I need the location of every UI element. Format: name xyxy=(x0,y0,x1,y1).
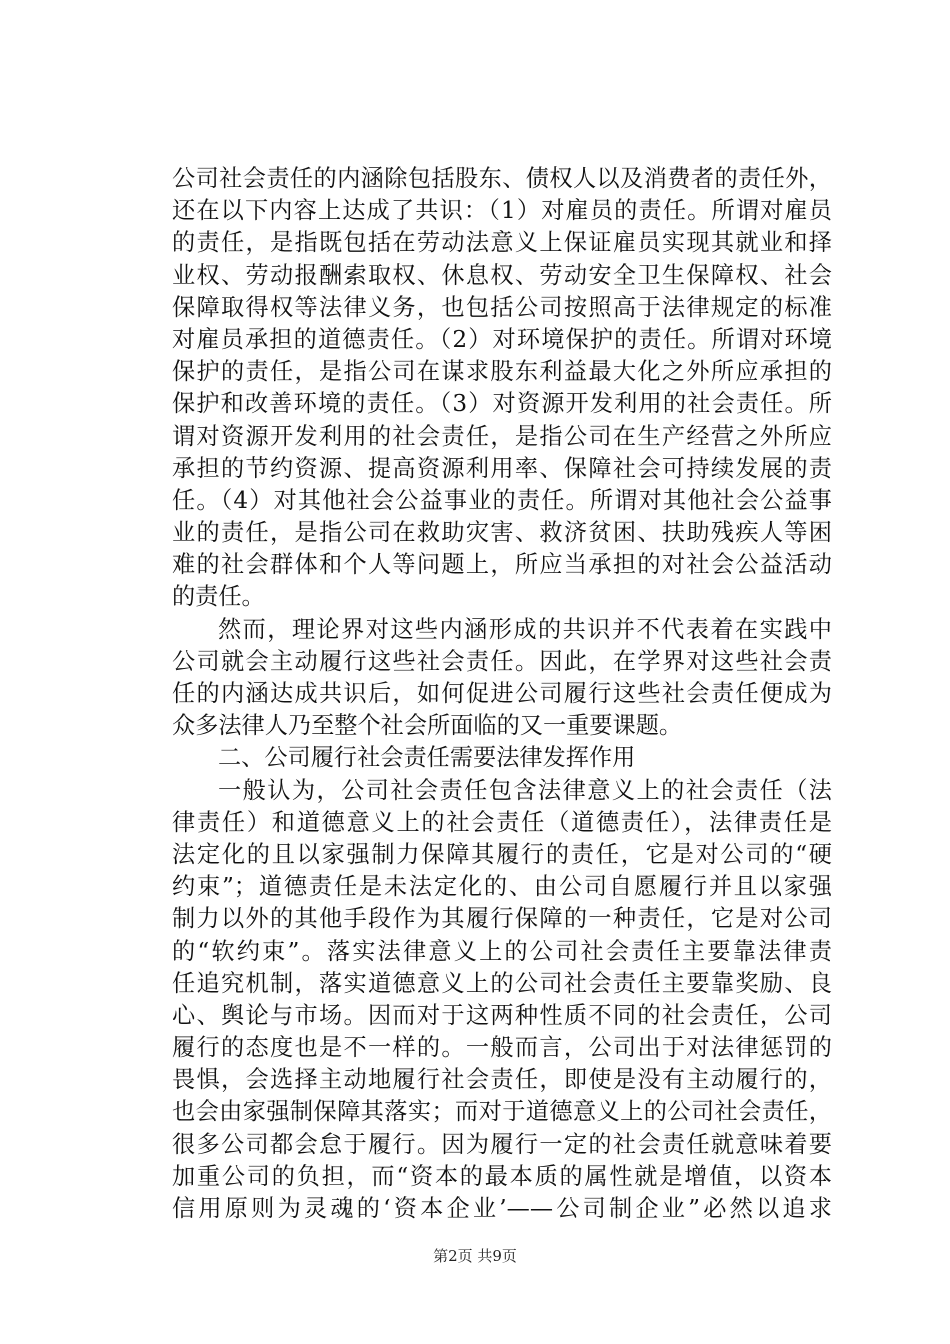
text-line: 公司就会主动履行这些社会责任。因此，在学界对这些社会责 xyxy=(172,647,832,675)
text-line: 保护和改善环境的责任。（3）对资源开发利用的社会责任。所 xyxy=(172,390,832,418)
text-line: 的责任，是指既包括在劳动法意义上保证雇员实现其就业和择 xyxy=(172,229,832,257)
text-line: 业的责任，是指公司在救助灾害、救济贫困、扶助残疾人等困 xyxy=(172,519,832,547)
text-line: 公司社会责任的内涵除包括股东、债权人以及消费者的责任外， xyxy=(172,165,832,192)
text-line: 履行的态度也是不一样的。一般而言，公司出于对法律惩罚的 xyxy=(172,1034,832,1062)
text-line: 法定化的且以家强制力保障其履行的责任，它是对公司的“硬 xyxy=(172,840,832,868)
text-line: 任追究机制，落实道德意义上的公司社会责任主要靠奖励、良 xyxy=(172,969,832,997)
text-line: 信用原则为灵魂的‘资本企业’——公司制企业”必然以追求 xyxy=(172,1195,832,1222)
text-line: 一般认为，公司社会责任包含法律意义上的社会责任（法 xyxy=(218,776,832,804)
text-line: 也会由家强制保障其落实；而对于道德意义上的公司社会责任， xyxy=(172,1098,832,1126)
text-line: 保障取得权等法律义务，也包括公司按照高于法律规定的标准 xyxy=(172,293,832,321)
text-line: 保护的责任，是指公司在谋求股东利益最大化之外所应承担的 xyxy=(172,358,832,386)
text-line: 还在以下内容上达成了共识：（1）对雇员的责任。所谓对雇员 xyxy=(172,197,832,225)
page-body xyxy=(172,163,832,1225)
text-line: 任的内涵达成共识后，如何促进公司履行这些社会责任便成为 xyxy=(172,680,832,707)
text-line: 律责任）和道德意义上的社会责任（道德责任），法律责任是 xyxy=(172,808,832,836)
text-line: 谓对资源开发利用的社会责任，是指公司在生产经营之外所应 xyxy=(172,422,832,450)
text-line: 的“软约束”。落实法律意义上的公司社会责任主要靠法律责 xyxy=(172,937,832,965)
text-line: 业权、劳动报酬索取权、休息权、劳动安全卫生保障权、社会 xyxy=(172,261,832,289)
text-line: 对雇员承担的道德责任。（2）对环境保护的责任。所谓对环境 xyxy=(172,325,832,353)
page-footer: 第2页 共9页 xyxy=(433,1247,517,1265)
text-line: 约束”；道德责任是未法定化的、由公司自愿履行并且以家强 xyxy=(172,873,832,901)
text-line: 加重公司的负担，而“资本的最本质的属性就是增值，以资本 xyxy=(172,1162,832,1190)
text-line: 的责任。 xyxy=(172,583,265,611)
text-line: 众多法律人乃至整个社会所面临的又一重要课题。 xyxy=(172,712,683,740)
text-line: 难的社会群体和个人等问题上，所应当承担的对社会公益活动 xyxy=(172,551,832,579)
text-line: 任。（4）对其他社会公益事业的责任。所谓对其他社会公益事 xyxy=(172,486,832,514)
text-line: 很多公司都会怠于履行。因为履行一定的社会责任就意味着要 xyxy=(172,1130,832,1158)
section-heading: 二、公司履行社会责任需要法律发挥作用 xyxy=(218,744,636,772)
text-line: 畏惧，会选择主动地履行社会责任，即使是没有主动履行的， xyxy=(172,1066,832,1094)
text-line: 制力以外的其他手段作为其履行保障的一种责任，它是对公司 xyxy=(172,905,832,933)
text-line: 然而，理论界对这些内涵形成的共识并不代表着在实践中 xyxy=(218,615,832,643)
text-line: 心、舆论与市场。因而对于这两种性质不同的社会责任，公司 xyxy=(172,1001,832,1029)
text-line: 承担的节约资源、提高资源利用率、保障社会可持续发展的责 xyxy=(172,454,832,482)
